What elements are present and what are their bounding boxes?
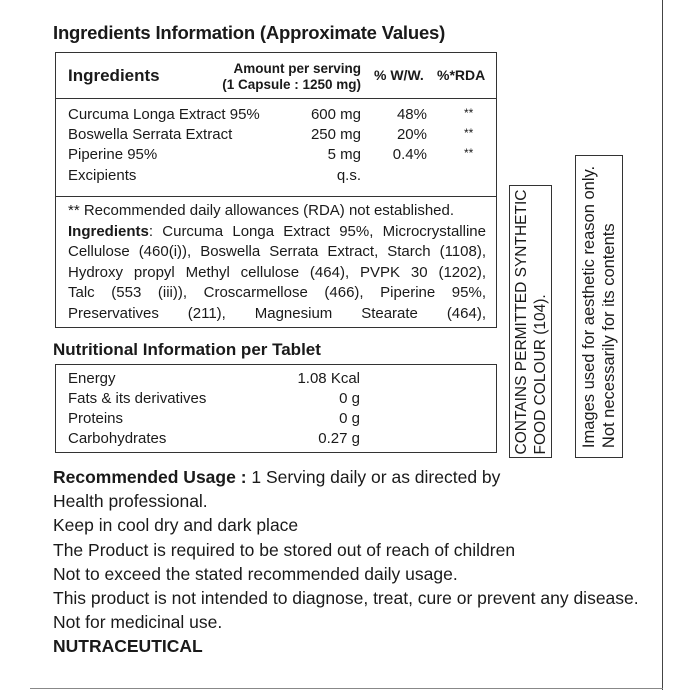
row-rda: **: [464, 106, 474, 120]
colour-notice-line1: CONTAINS PERMITTED SYNTHETIC: [512, 189, 530, 454]
nutrient-name: Carbohydrates: [68, 430, 167, 447]
header-ww: % W/W.: [374, 67, 424, 83]
row-name: Boswella Serrata Extract: [68, 126, 233, 143]
row-amount: 5 mg: [327, 146, 361, 163]
nutrient-name: Fats & its derivatives: [68, 390, 207, 407]
header-amount: [204, 61, 361, 93]
table-row: [68, 430, 360, 450]
nutrient-value: 0 g: [339, 390, 360, 407]
table-row: [68, 167, 488, 187]
header-rda: %*RDA: [437, 67, 486, 83]
row-rda: **: [464, 126, 474, 140]
usage-label: Recommended Usage :: [53, 467, 247, 487]
nutrition-table: [55, 364, 497, 453]
table-row: [68, 390, 360, 410]
nutrient-name: Proteins: [68, 410, 124, 427]
image-disclaimer-text: [579, 165, 619, 447]
image-disclaimer-line2: Not necessarily for its contents: [600, 222, 618, 448]
ingredients-text: : Curcuma Longa Extract 95%, Microcrystalline: [148, 222, 486, 240]
row-amount: 600 mg: [310, 106, 361, 123]
row-name: Curcuma Longa Extract 95%: [68, 106, 260, 123]
row-amount: 250 mg: [310, 126, 361, 143]
header-amount-line2: (1 Capsule : 1250 mg): [222, 77, 361, 92]
nutrient-value: 0 g: [339, 410, 360, 427]
row-name: Piperine 95%: [68, 146, 158, 163]
usage-text: 1 Serving daily or as directed by: [246, 467, 501, 487]
row-name: Excipients: [68, 167, 137, 184]
nutrition-title: Nutritional Information per Tablet: [53, 340, 321, 359]
image-disclaimer-line1: Images used for aesthetic reason only.: [580, 165, 598, 448]
ingredients-line: Hydroxy propyl Methyl cellulose (464), PVPK 30 (1202),: [68, 263, 486, 281]
bottom-edge-line: [30, 688, 663, 689]
colour-notice-line2: FOOD COLOUR (104).: [531, 293, 549, 454]
row-ww: 0.4%: [392, 146, 427, 163]
nutrient-name: Energy: [68, 370, 116, 387]
ingredients-line: Cellulose (460(i)), Boswella Serrata Extract, Starch (1108),: [68, 243, 486, 261]
right-edge-line: [662, 0, 663, 690]
ingredients-line: Preservatives (211), Magnesium Stearate (464),: [68, 304, 486, 322]
header-ingredients: Ingredients: [68, 66, 160, 85]
storage-line: The Product is required to be stored out of reach of children: [53, 539, 516, 560]
row-ww: 48%: [396, 106, 427, 123]
ingredients-line: [68, 222, 486, 243]
product-category: NUTRACEUTICAL: [53, 636, 203, 657]
nutrient-value: 1.08 Kcal: [297, 370, 360, 387]
notes-divider: [56, 196, 496, 197]
table-row: [68, 370, 360, 390]
ingredients-line: Talc (553 (iii)), Croscarmellose (466), Piperine 95%,: [68, 284, 486, 302]
usage-section: [53, 465, 653, 659]
image-disclaimer-box: [575, 155, 623, 458]
warning-line: This product is not intended to diagnose, treat, cure or prevent any disease.: [53, 588, 639, 609]
row-rda: **: [464, 146, 474, 160]
usage-line: Health professional.: [53, 491, 208, 512]
ingredients-note: [68, 201, 486, 325]
table-row: [68, 106, 488, 126]
header-amount-line1: Amount per serving: [233, 61, 361, 76]
table-row: [68, 126, 488, 146]
ingredients-table: [55, 52, 497, 328]
colour-notice-text: [512, 189, 550, 454]
header-divider: [56, 98, 496, 99]
warning-line: Not to exceed the stated recommended daily usage.: [53, 563, 458, 584]
colour-notice-box: [509, 185, 552, 458]
row-ww: 20%: [396, 126, 427, 143]
ingredients-title: Ingredients Information (Approximate Values): [53, 22, 446, 43]
nutrient-value: 0.27 g: [318, 430, 360, 447]
table-row: [68, 410, 360, 430]
storage-line: Keep in cool dry and dark place: [53, 515, 299, 536]
warning-line: Not for medicinal use.: [53, 612, 223, 633]
ingredients-label: Ingredients: [68, 222, 149, 240]
row-amount: q.s.: [336, 167, 361, 184]
usage-line: [53, 465, 653, 489]
rda-note: ** Recommended daily allowances (RDA) not established.: [68, 202, 455, 219]
table-row: [68, 146, 488, 166]
